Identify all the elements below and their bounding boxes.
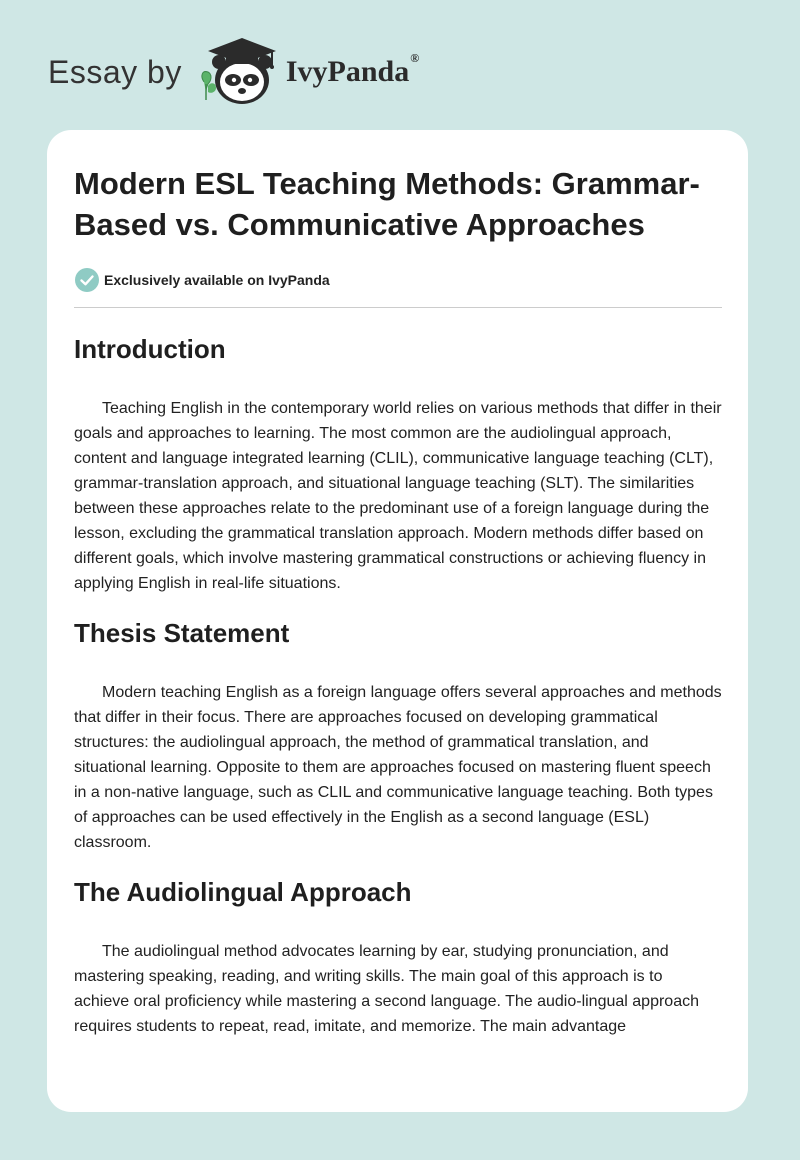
panda-logo-icon (196, 36, 280, 108)
section-heading-introduction: Introduction (74, 334, 226, 364)
brand-logo[interactable] (48, 36, 419, 108)
page-title: Modern ESL Teaching Methods: Grammar-Based vs. Communicative Approaches (74, 166, 700, 242)
exclusive-badge (74, 267, 722, 293)
section-heading-thesis-statement: Thesis Statement (74, 618, 290, 648)
section-paragraph-introduction: Teaching English in the contemporary world relies on various methods that differ in their goals and approaches to learning. The most common are the audiolingual approach, content and language integrated learning (CLIL), communicative language teaching (CLT), grammar-translation approach, and situational language teaching (SLT). The similarities between these approaches relate to the predominant use of a foreign language during the lesson, excluding the grammatical translation approach. Modern methods differ based on different goals, which involve mastering grammatical constructions or achieving fluency in applying English in real-life situations. (74, 400, 722, 592)
essay-content (74, 163, 722, 1039)
registered-mark: ® (410, 51, 420, 65)
check-badge-icon (74, 267, 100, 293)
section-paragraph-audiolingual-approach: The audiolingual method advocates learning by ear, studying pronunciation, and mastering speaking, reading, and writing skills. The main goal of this approach is to achieve oral proficiency while mastering a second language. The audio-lingual approach requires students to repeat, read, imitate, and memorize. The main advantage (74, 943, 699, 1035)
section-paragraph-thesis-statement: Modern teaching English as a foreign language offers several approaches and methods that differ in their focus. There are approaches focused on developing grammatical structures: the audiolingual approach, the method of grammatical translation, and situational learning. Opposite to them are approaches focused on mastering fluent speech in a non-native language, such as CLIL and communicative language teaching. Both types of approaches can be used effectively in the English as a second language (ESL) classroom. (74, 684, 722, 851)
exclusive-label: Exclusively available on IvyPanda (104, 272, 330, 288)
section-heading-audiolingual-approach: The Audiolingual Approach (74, 877, 412, 907)
essay-card (47, 130, 748, 1112)
title-divider (74, 307, 722, 308)
brand-prefix: Essay by (48, 53, 182, 90)
brand-name: IvyPanda® (285, 51, 420, 88)
